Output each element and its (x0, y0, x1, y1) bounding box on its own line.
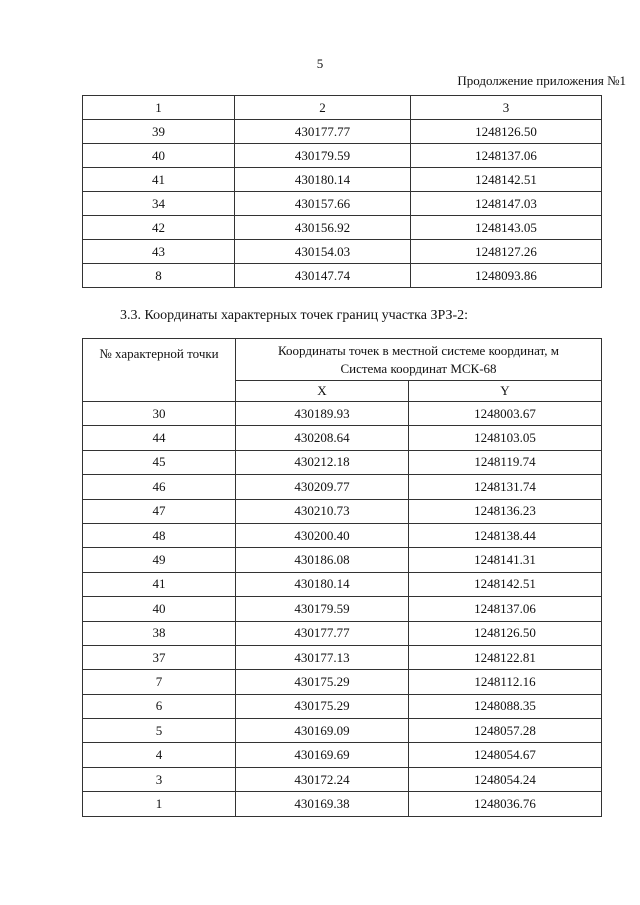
table-row (83, 450, 602, 474)
y-coordinate-cell: 1248122.81 (408, 645, 601, 669)
column-number-2: 2 (235, 96, 411, 120)
section-heading: 3.3. Координаты характерных точек границ участка ЗРЗ-2: (120, 308, 469, 323)
x-coordinate-cell: 430172.24 (236, 767, 409, 791)
table-row (83, 264, 602, 288)
coordinates-table-continued (82, 95, 602, 288)
x-coordinate-cell: 430210.73 (236, 499, 409, 523)
page-number: 5 (316, 56, 324, 71)
point-number-cell: 48 (83, 523, 236, 547)
point-number-cell: 6 (83, 694, 236, 718)
y-coordinate-cell: 1248054.67 (408, 743, 601, 767)
table-row (83, 499, 602, 523)
coordinates-header (236, 339, 602, 381)
x-coordinate-cell: 430180.14 (235, 168, 411, 192)
y-coordinate-cell: 1248142.51 (408, 572, 601, 596)
x-coordinate-cell: 430154.03 (235, 240, 411, 264)
y-coordinate-cell: 1248088.35 (408, 694, 601, 718)
table-row (83, 792, 602, 816)
y-coordinate-cell: 1248036.76 (408, 792, 601, 816)
table-row (83, 402, 602, 426)
y-coordinate-cell: 1248138.44 (408, 523, 601, 547)
coordinates-header-line2: Система координат МСК-68 (340, 361, 497, 376)
y-coordinate-cell: 1248127.26 (411, 240, 602, 264)
y-coordinate-cell: 1248103.05 (408, 426, 601, 450)
x-coordinate-cell: 430180.14 (236, 572, 409, 596)
table-row (83, 168, 602, 192)
y-coordinate-cell: 1248126.50 (411, 120, 602, 144)
x-coordinate-cell: 430175.29 (236, 670, 409, 694)
y-coordinate-cell: 1248147.03 (411, 192, 602, 216)
point-number-cell: 44 (83, 426, 236, 450)
table-row (83, 621, 602, 645)
point-number-cell: 45 (83, 450, 236, 474)
point-number-header: № характерной точки (83, 339, 236, 402)
x-coordinate-cell: 430209.77 (236, 475, 409, 499)
table-row (83, 548, 602, 572)
x-coordinate-cell: 430179.59 (235, 144, 411, 168)
point-number-cell: 47 (83, 499, 236, 523)
point-number-cell: 46 (83, 475, 236, 499)
y-coordinate-cell: 1248119.74 (408, 450, 601, 474)
x-coordinate-cell: 430186.08 (236, 548, 409, 572)
x-header: X (236, 381, 409, 402)
point-number-cell: 34 (83, 192, 235, 216)
point-number-cell: 37 (83, 645, 236, 669)
table-row (83, 597, 602, 621)
y-coordinate-cell: 1248131.74 (408, 475, 601, 499)
table-row (83, 670, 602, 694)
point-number-cell: 38 (83, 621, 236, 645)
table-row (83, 719, 602, 743)
y-coordinate-cell: 1248112.16 (408, 670, 601, 694)
point-number-cell: 39 (83, 120, 235, 144)
point-number-cell: 42 (83, 216, 235, 240)
table-row (83, 743, 602, 767)
point-number-cell: 4 (83, 743, 236, 767)
x-coordinate-cell: 430175.29 (236, 694, 409, 718)
y-coordinate-cell: 1248141.31 (408, 548, 601, 572)
y-coordinate-cell: 1248137.06 (411, 144, 602, 168)
table-row (83, 694, 602, 718)
point-number-cell: 40 (83, 597, 236, 621)
x-coordinate-cell: 430169.38 (236, 792, 409, 816)
table-header-row (83, 339, 602, 381)
appendix-note: Продолжение приложения №1 (457, 73, 626, 88)
x-coordinate-cell: 430147.74 (235, 264, 411, 288)
y-coordinate-cell: 1248126.50 (408, 621, 601, 645)
table-header-row (83, 96, 602, 120)
y-coordinate-cell: 1248142.51 (411, 168, 602, 192)
y-coordinate-cell: 1248003.67 (408, 402, 601, 426)
point-number-cell: 7 (83, 670, 236, 694)
table-row (83, 523, 602, 547)
column-number-1: 1 (83, 96, 235, 120)
x-coordinate-cell: 430177.77 (235, 120, 411, 144)
y-coordinate-cell: 1248143.05 (411, 216, 602, 240)
y-coordinate-cell: 1248093.86 (411, 264, 602, 288)
table-row (83, 645, 602, 669)
table-row (83, 192, 602, 216)
point-number-cell: 41 (83, 572, 236, 596)
table-row (83, 475, 602, 499)
point-number-cell: 40 (83, 144, 235, 168)
y-header: Y (408, 381, 601, 402)
point-number-cell: 30 (83, 402, 236, 426)
zrz2-coordinates-table (82, 338, 602, 817)
x-coordinate-cell: 430169.09 (236, 719, 409, 743)
y-coordinate-cell: 1248136.23 (408, 499, 601, 523)
table-row (83, 767, 602, 791)
table-row (83, 572, 602, 596)
point-number-cell: 49 (83, 548, 236, 572)
table-row (83, 144, 602, 168)
y-coordinate-cell: 1248054.24 (408, 767, 601, 791)
column-number-3: 3 (411, 96, 602, 120)
x-coordinate-cell: 430189.93 (236, 402, 409, 426)
x-coordinate-cell: 430157.66 (235, 192, 411, 216)
table-row (83, 216, 602, 240)
x-coordinate-cell: 430169.69 (236, 743, 409, 767)
coordinates-header-line1: Координаты точек в местной системе координат, м (278, 343, 559, 358)
table-row (83, 426, 602, 450)
x-coordinate-cell: 430156.92 (235, 216, 411, 240)
y-coordinate-cell: 1248057.28 (408, 719, 601, 743)
point-number-cell: 8 (83, 264, 235, 288)
table-row (83, 240, 602, 264)
y-coordinate-cell: 1248137.06 (408, 597, 601, 621)
point-number-cell: 3 (83, 767, 236, 791)
point-number-cell: 1 (83, 792, 236, 816)
x-coordinate-cell: 430212.18 (236, 450, 409, 474)
point-number-cell: 43 (83, 240, 235, 264)
x-coordinate-cell: 430177.13 (236, 645, 409, 669)
point-number-cell: 5 (83, 719, 236, 743)
x-coordinate-cell: 430179.59 (236, 597, 409, 621)
x-coordinate-cell: 430200.40 (236, 523, 409, 547)
table-row (83, 120, 602, 144)
x-coordinate-cell: 430177.77 (236, 621, 409, 645)
x-coordinate-cell: 430208.64 (236, 426, 409, 450)
point-number-cell: 41 (83, 168, 235, 192)
